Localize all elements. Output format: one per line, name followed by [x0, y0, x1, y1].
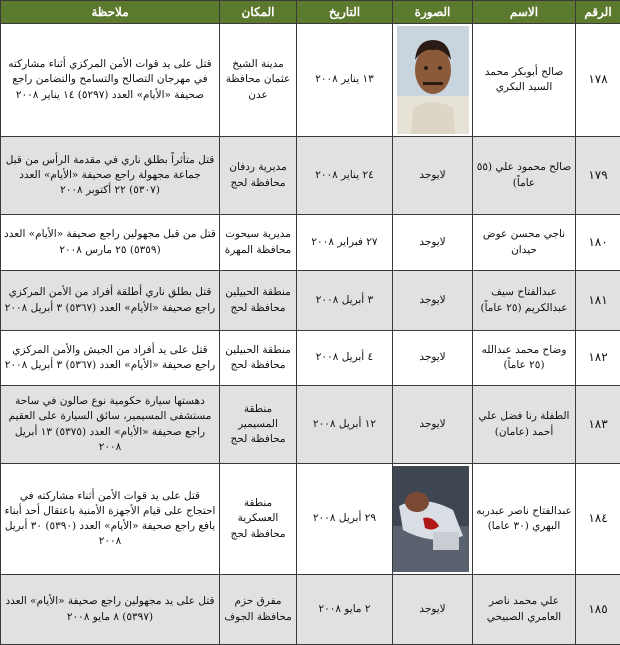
- row-name: صالح محمود علي (٥٥ عاماً): [473, 137, 576, 215]
- row-place: منطقة العسكرية محافظة لحج: [220, 464, 297, 575]
- row-place: منطقة المسيمير محافظة لحج: [220, 386, 297, 464]
- header-photo: الصورة: [393, 1, 473, 24]
- row-num: ١٧٩: [576, 137, 620, 215]
- row-num: ١٨٥: [576, 575, 620, 645]
- row-name: صالح أبوبكر محمد السيد البكري: [473, 24, 576, 137]
- row-notes: قتل من قبل مجهولين راجع صحيفة «الأيام» العدد (٥٣٥٩) ٢٥ مارس ٢٠٠٨: [1, 215, 220, 271]
- row-num: ١٨٤: [576, 464, 620, 575]
- header-name: الاسم: [473, 1, 576, 24]
- row-date: ٤ أبريل ٢٠٠٨: [297, 331, 393, 386]
- row-notes: قتل على يد مجهولين راجع صحيفة «الأيام» العدد (٥٣٩٧) ٨ مايو ٢٠٠٨: [1, 575, 220, 645]
- row-date: ٢٩ أبريل ٢٠٠٨: [297, 464, 393, 575]
- row-place: منطقة الحبيلين محافظة لحج: [220, 271, 297, 331]
- table-row: [1, 215, 620, 271]
- table-row: [1, 137, 620, 215]
- row-place: منطقة الحبيلين محافظة لحج: [220, 331, 297, 386]
- row-place: مديرية ردفان محافظة لحج: [220, 137, 297, 215]
- row-num: ١٨٣: [576, 386, 620, 464]
- victim-photo: [393, 466, 469, 572]
- row-name: عبدالفتاح سيف عبدالكريم (٢٥ عاماً): [473, 271, 576, 331]
- row-notes: دهستها سيارة حكومية نوع صالون في ساحة مستشفى المسيمير، سائق السيارة على العقيم راجع صحيفة «الأيام» العدد (٥٣٧٥) ١٣ أبريل ٢٠٠٨: [1, 386, 220, 464]
- row-photo: لايوجد: [393, 271, 473, 331]
- row-notes: قتل على يد أفراد من الجيش والأمن المركزي راجع صحيفة «الأيام» العدد (٥٣٦٧) ٣ أبريل ٢٠٠٨: [1, 331, 220, 386]
- row-photo: لايوجد: [393, 215, 473, 271]
- row-date: ٢ مايو ٢٠٠٨: [297, 575, 393, 645]
- table-row: [1, 464, 620, 575]
- header-place: المكان: [220, 1, 297, 24]
- row-photo: [393, 464, 473, 575]
- row-date: ١٣ يناير ٢٠٠٨: [297, 24, 393, 137]
- row-photo: لايوجد: [393, 137, 473, 215]
- row-photo: لايوجد: [393, 386, 473, 464]
- row-photo: [393, 24, 473, 137]
- row-date: ٢٧ فبراير ٢٠٠٨: [297, 215, 393, 271]
- row-place: مديرية سيحوت محافظة المهرة: [220, 215, 297, 271]
- header-notes: ملاحظة: [1, 1, 220, 24]
- header-date: التاريخ: [297, 1, 393, 24]
- row-photo: لايوجد: [393, 575, 473, 645]
- table-row: [1, 271, 620, 331]
- table-row: [1, 24, 620, 137]
- table-row: [1, 331, 620, 386]
- row-place: مفرق حزم محافظة الجوف: [220, 575, 297, 645]
- row-date: ١٢ أبريل ٢٠٠٨: [297, 386, 393, 464]
- row-photo: لايوجد: [393, 331, 473, 386]
- row-num: ١٨٠: [576, 215, 620, 271]
- row-notes: قتل متأثراً بطلق ناري في مقدمة الرأس من قبل جماعة مجهولة راجع صحيفة «الأيام» العدد (٥٣٠٧) ٢٢ أكتوبر ٢٠٠٨: [1, 137, 220, 215]
- row-name: وضاح محمد عبدالله (٢٥ عاماً): [473, 331, 576, 386]
- row-notes: قتل بطلق ناري أطلقة أفراد من الأمن المركزي راجع صحيفة «الأيام» العدد (٥٣٦٧) ٣ أبريل ٢٠٠٨: [1, 271, 220, 331]
- row-place: مدينة الشيخ عثمان محافظة عدن: [220, 24, 297, 137]
- row-num: ١٧٨: [576, 24, 620, 137]
- row-date: ٢٤ يناير ٢٠٠٨: [297, 137, 393, 215]
- row-num: ١٨٢: [576, 331, 620, 386]
- header-num: الرقم: [576, 1, 620, 24]
- table-row: [1, 386, 620, 464]
- row-date: ٣ أبريل ٢٠٠٨: [297, 271, 393, 331]
- table-row: [1, 575, 620, 645]
- portrait-photo: [397, 26, 469, 134]
- header-row: [1, 1, 620, 24]
- row-name: الطفلة رنا فضل علي أحمد (عامان): [473, 386, 576, 464]
- row-name: ناجي محسن عوض حيدان: [473, 215, 576, 271]
- row-notes: قتل على يد قوات الأمن المركزي أثناء مشاركته في مهرجان التصالح والتسامح والتضامن راجع صحيفة «الأيام» العدد (٥٢٩٧) ١٤ يناير ٢٠٠٨: [1, 24, 220, 137]
- row-name: علي محمد ناصر العامري الصبيحي: [473, 575, 576, 645]
- row-notes: قتل على يد قوات الأمن أثناء مشاركته في احتجاج على قيام الأجهزة الأمنية باعتقال أحد أبناء يافع راجع صحيفة «الأيام» العدد (٥٣٩٠) ٣٠ أبريل ٢٠٠٨: [1, 464, 220, 575]
- row-num: ١٨١: [576, 271, 620, 331]
- row-name: عبدالفتاح ناصر عبدربه البهري (٣٠ عاما): [473, 464, 576, 575]
